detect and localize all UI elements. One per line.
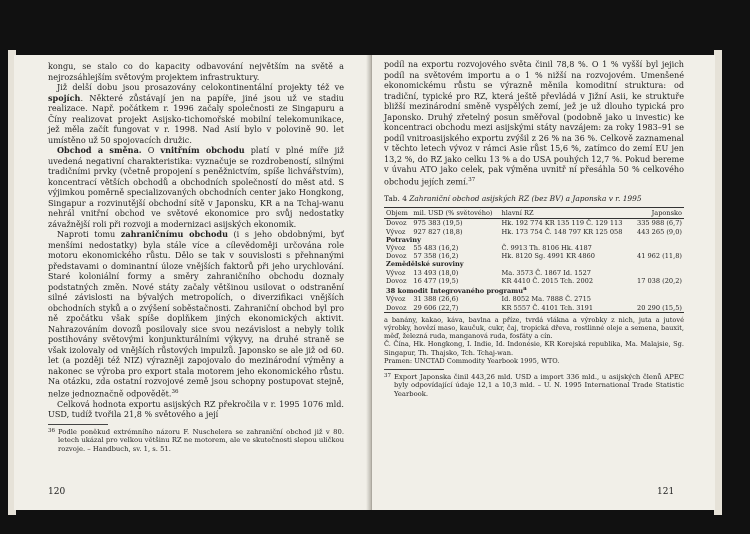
paragraph-text: Naproti tomu zahraničnímu obchodu (i s jeho obdobnými, byť menšími nedostatky) byla stále více a cílevědoměji určována role motoru ekonomického růstu. Dělo se tak v souvislosti s přehnanými představami o dominantní úloze vnějších faktorů při jeho urychlování. Staré koloniální formy a směry zahraničního obchodu doznaly podstatných změn. Nové státy začaly většinou usilovat o odstranění silné závislosti na bývalých metropolích, o diverzifikaci vnějších obchodních styků a o zvýšení soběstačnosti. Zahraniční obchod byl pro ně zpočátku však spíše doplňkem jiných ekonomických aktivit. Nahrazováním dovozů posilovaly sice svou nezávislost a nebyly tolik postihovány světovými konjunkturálními výkyvy, na druhé straně se však izolovaly od vnějších růstových impulzů. Japonsko se ale již od 60. let (a později též NIZ) výrazněji zapojovalo do mezinárodní výměny a nakonec se výroba pro export stala motorem jeho ekonomického růstu. Na otázku, zda ostatní rozvojové země jsou schopny postupovat stejně, nelze jednoznačně odpovědět. [48, 229, 344, 399]
paragraph: kongu, se stalo co do kapacity odbavování největším na světě a nejrozsáhlejším světovým projektem infrastruktury. [48, 61, 344, 82]
table-cell: Dovoz [386, 276, 407, 285]
page-number: 121 [657, 487, 675, 497]
table-notes [384, 316, 684, 365]
group-label: Potraviny [386, 235, 421, 244]
table-number: Tab. 4 [384, 193, 407, 203]
footnote-ref: 36 [171, 388, 179, 395]
table-body [384, 219, 684, 312]
table-group-row [384, 285, 684, 295]
table-cell: 17 038 (20,2) [637, 276, 682, 285]
table-note: a banány, kakao, káva, bavlna a příze, tvrdá vlákna a výrobky z nich, juta a jutové výrobky, hovězí maso, kaučuk, cukr, čaj, tropická dřeva, rostlinné oleje a semena, bauxit, měď, železná ruda, manganová ruda, fosfáty a cín. [384, 315, 684, 341]
footnote-mark: 37 [384, 373, 391, 380]
table-row [384, 304, 684, 313]
paragraph: Již delší dobu jsou prosazovány celokontinentální projekty též ve spojích. Některé zůstávají jen na papíře, jiné jsou už ve stadiu realizace. Např. počátkem r. 1996 začaly společnosti ze Singapuru a Číny realizovat projekt Asijsko-tichomořské mobilní telekomunikace, jež měla začít fungovat v r. 1998. Nad Asií bylo v polovině 90. let umístěno už 50 spojovacích družic. [48, 82, 344, 145]
right-page [372, 55, 715, 510]
table-cell: 41 962 (11,8) [637, 252, 682, 261]
left-page [14, 55, 370, 510]
table-cell: 16 477 (19,5) [413, 276, 459, 285]
right-page-text [384, 59, 684, 398]
table-title: Zahraniční obchod asijských RZ (bez BV) a Japonska v r. 1995 [409, 193, 642, 203]
table-cell: Dovoz [384, 304, 411, 313]
table-cell: 29 606 (22,7) [411, 304, 499, 313]
header-cell: Objem [384, 208, 411, 219]
table-cell: Hk. 8120 Sg. 4991 KR 4860 [501, 252, 595, 261]
table-note: Č. Čína, Hk. Hongkong, I. Indie, Id. Indonésie, KR Korejská republika, Ma. Malajsie, Sg. Singapur, Th. Thajsko, Tch. Tchaj-wan. [384, 340, 684, 357]
table-cell: 55 483 (16,2) [413, 244, 459, 252]
paragraph-text: podíl na exportu rozvojového světa činil 78,8 %. O 1 % vyšší byl jejich podíl na světovém importu a o 1 % nižší na rozvojovém. Umenšené ekonomickému růstu se výrazně měnila komoditní struktura: od tradiční, typické pro RZ, která ještě převládá v Jižní Asii, ke struktuře bližší mezinárodní směně vyspělých zemí, jež je už dlouho typická pro Japonsko. Druhý zřetelný posun směřoval (podobně jako u investic) ke koncentraci obchodu mezi asijskými státy navzájem: za roky 1983–91 se podíl vnitroasijského exportu zvýšil z 26 % na 36 %. Celkově zaznamenal v těchto letech vývoz v rámci Asie růst 15,6 %, zatímco do zemí EU jen 13,2 %, do RZ jako celku 13 % a do USA pouhých 12,7 %. Pokud bereme v úvahu ATO jako celek, pak výměna uvnitř ní přesáhla 50 % celkového obchodu jejích zemí. [384, 59, 684, 187]
table-cell: Dovoz [386, 252, 407, 261]
table-cell: Ma. 3573 Č. 1867 Id. 1527 [501, 268, 591, 277]
table-cell: 31 388 (26,6) [413, 295, 459, 304]
table-group-row [384, 260, 684, 268]
group-label-suffix: a [523, 286, 527, 293]
paragraph [384, 59, 684, 187]
table-cell: Vývoz [386, 244, 406, 252]
table-cell: Vývoz [386, 227, 406, 236]
table-cell: Id. 8052 Ma. 7888 Č. 2715 [501, 295, 591, 304]
left-page-text [48, 61, 344, 453]
table-cell: KR 5557 Č. 4101 Tch. 3191 [500, 304, 632, 313]
group-label: 38 komodit Integrovaného programu$^a$ [386, 286, 527, 296]
table-cell: Vývoz [386, 268, 406, 277]
table-row [384, 244, 684, 252]
paragraph: Obchod a směna. O vnitřním obchodu platí v plné míře již uvedená negativní charakteristika: vyznačuje se rozdrobeností, silnými tradičními prvky (včetně propojení s peněžnictvím, spíše lichvářstvím), koncentrací větších obchodů a obchodních společností do měst atd. S výjimkou poměrně specializovaných obchodních center jako Hongkong, Singapur a rozvinutější obchodní sítě v Japonsku, KR a na Tchaj-wanu nehrál vnitřní obchod ve světové ekonomice pro svůj nedostatky závažnější roli při rozvoji a modernizaci asijských ekonomik. [48, 145, 344, 229]
table-row [384, 228, 684, 236]
table-cell [632, 244, 684, 252]
table-cell: Č. 9913 Th. 8106 Hk. 4187 [501, 244, 592, 252]
page-edge-right [714, 50, 722, 515]
footnote [48, 428, 344, 453]
header-cell: Japonsko [632, 208, 684, 219]
table-caption [384, 194, 684, 205]
paragraph [48, 229, 344, 399]
table-cell: 927 827 (18,8) [413, 227, 463, 236]
footnote-mark: 36 [48, 427, 55, 434]
table-cell [632, 269, 684, 277]
table-row [384, 277, 684, 285]
table-note: Pramen: UNCTAD Commodity Yearbook 1995, WTO. [384, 356, 560, 365]
table-cell: 975 383 (19,5) [413, 219, 463, 228]
footnote-rule [48, 424, 108, 425]
table-row [384, 269, 684, 277]
table-row [384, 219, 684, 228]
footnote-ref: 37 [468, 176, 476, 183]
header-cell: mil. USD (% světového) [411, 208, 499, 219]
paragraph: Celková hodnota exportu asijských RZ překročila v r. 1995 1076 mld. USD, tudíž tvořila 21,8 % světového a její [48, 398, 344, 420]
table-row [384, 252, 684, 260]
table-cell: 20 290 (15,5) [632, 304, 684, 313]
page-number: 120 [48, 487, 66, 497]
footnote [384, 373, 684, 398]
table-row [384, 295, 684, 303]
table-group-row [384, 236, 684, 244]
table-cell: 57 358 (16,2) [413, 252, 459, 261]
table-cell: 335 988 (6,7) [637, 219, 682, 228]
table-cell: Hk. 192 774 KR 135 119 Č. 129 113 [501, 219, 623, 228]
trade-table [384, 207, 684, 313]
table-cell: Hk. 173 754 Č. 148 797 KR 125 058 [501, 227, 623, 236]
table-cell: Dovoz [386, 219, 407, 228]
table-cell: 443 265 (9,0) [637, 227, 682, 236]
table-cell: 13 493 (18,0) [413, 268, 459, 277]
table-cell: KR 4410 Č. 2015 Tch. 2002 [501, 276, 594, 285]
header-cell: hlavní RZ [500, 208, 632, 219]
table-cell [632, 295, 684, 303]
table-cell: Vývoz [386, 295, 406, 304]
table-header-row [384, 208, 684, 219]
footnote-text: Podle poněkud extrémního názoru F. Nuschelera se zahraniční obchod již v 80. letech ukázal pro velkou většinu RZ ne motorem, ale ve skutečnosti slepou uličkou rozvoje. – Handbuch, sv. 1, s. 51. [58, 427, 344, 453]
group-label: Zemědělské suroviny [386, 260, 464, 269]
footnote-text: Export Japonska činil 443,26 mld. USD a import 336 mld., u asijských členů APEC byly odpovídající údaje 12,1 a 10,3 mld. – U. N. 1995 International Trade Statistic Yearbook. [394, 373, 684, 398]
footnote-rule [384, 369, 444, 370]
